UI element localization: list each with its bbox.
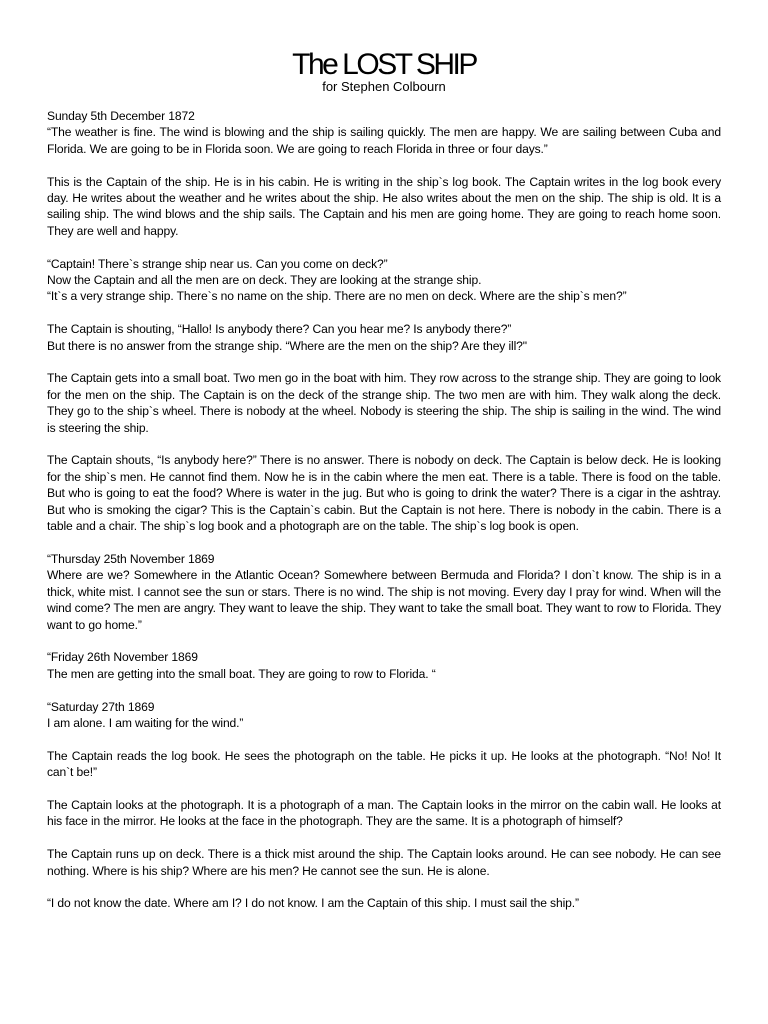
paragraph-line: “Thursday 25th November 1869 [47, 551, 215, 566]
paragraph [47, 551, 721, 633]
paragraph [47, 699, 721, 732]
story-body [47, 108, 721, 912]
paragraph-line: “Saturday 27th 1869 [47, 699, 155, 714]
paragraph [47, 452, 721, 534]
paragraph [47, 797, 721, 830]
paragraph-line: “I do not know the date. Where am I? I do not know. I am the Captain of this ship. I must sail the ship.” [47, 896, 579, 911]
document-title: The LOST SHIP [292, 48, 476, 81]
paragraph-line: But there is no answer from the strange ship. “Where are the men on the ship? Are they ill?" [47, 338, 527, 353]
paragraph-line: “It`s a very strange ship. There`s no name on the ship. There are no men on deck. Where are the ship`s men?” [47, 289, 627, 304]
paragraph-line: The Captain shouts, “Is anybody here?” There is no answer. There is nobody on deck. The Captain is below deck. He is looking for the ship`s men. He cannot find them. Now he is in the cabin where the men eat. There is a table. There is food on the table. But who is going to eat the food? Where is water in the jug. But who is going to drink the water? There is a cigar in the ashtray. But who is smoking the cigar? This is the Captain`s cabin. But the Captain is not here. There is nobody in the cabin. There is a table and a chair. The ship`s log book and a photograph are on the table. The ship`s log book is open. [47, 453, 721, 534]
paragraph-line: “Friday 26th November 1869 [47, 650, 198, 665]
paragraph [47, 370, 721, 436]
paragraph [47, 748, 721, 781]
paragraph-line: I am alone. I am waiting for the wind.” [47, 715, 244, 730]
paragraph [47, 649, 721, 682]
paragraph-line: Now the Captain and all the men are on deck. They are looking at the strange ship. [47, 273, 482, 288]
paragraph-line: The Captain is shouting, “Hallo! Is anybody there? Can you hear me? Is anybody there?” [47, 322, 512, 337]
paragraph [47, 895, 721, 911]
paragraph [47, 321, 721, 354]
paragraph-line: The men are getting into the small boat. They are going to row to Florida. “ [47, 666, 436, 681]
paragraph [47, 256, 721, 305]
paragraph-line: This is the Captain of the ship. He is in his cabin. He is writing in the ship`s log book. The Captain writes in the log book every day. He writes about the weather and he writes about the ship. He also writes about the men on the ship. The ship is old. It is a sailing ship. The wind blows and the ship sails. The Captain and his men are going home. They are going to reach home soon. They are well and happy. [47, 174, 721, 238]
document-page [47, 46, 721, 912]
paragraph [47, 174, 721, 240]
paragraph-line: Where are we? Somewhere in the Atlantic Ocean? Somewhere between Bermuda and Florida? I don`t know. The ship is in a thick, white mist. I cannot see the sun or stars. There is no wind. The ship is not moving. Every day I pray for wind. When will the wind come? The men are angry. They want to leave the ship. They want to take the small boat. They want to row to Florida. They want to go home.” [47, 568, 721, 632]
paragraph-line: Sunday 5th December 1872 [47, 109, 195, 123]
paragraph [47, 846, 721, 879]
paragraph-line: The Captain looks at the photograph. It is a photograph of a man. The Captain looks in the mirror on the cabin wall. He looks at his face in the mirror. He looks at the face in the photograph. They are the same. It is a photograph of himself? [47, 797, 721, 829]
paragraph-line: “Captain! There`s strange ship near us. Can you come on deck?” [47, 256, 388, 271]
paragraph-line: The Captain reads the log book. He sees the photograph on the table. He picks it up. He looks at the photograph. “No! No! It can`t be!” [47, 748, 721, 780]
paragraph-line: “The weather is fine. The wind is blowing and the ship is sailing quickly. The men are happy. We are sailing between Cuba and Florida. We are going to be in Florida soon. We are going to reach Florida in three or four days.” [47, 125, 721, 156]
paragraph-line: The Captain runs up on deck. There is a thick mist around the ship. The Captain looks around. He can see nobody. He can see nothing. Where is his ship? Where are his men? He cannot see the sun. He is alone. [47, 847, 721, 878]
document-subtitle: for Stephen Colbourn [322, 79, 446, 94]
paragraph-line: The Captain gets into a small boat. Two men go in the boat with him. They row across to the strange ship. They are going to look for the men on the ship. The Captain is on the deck of the strange ship. The two men are with him. They walk along the deck. They go to the ship`s wheel. There is nobody at the wheel. Nobody is steering the ship. The ship is sailing in the wind. The wind is steering the ship. [47, 371, 721, 435]
paragraph [47, 108, 721, 157]
